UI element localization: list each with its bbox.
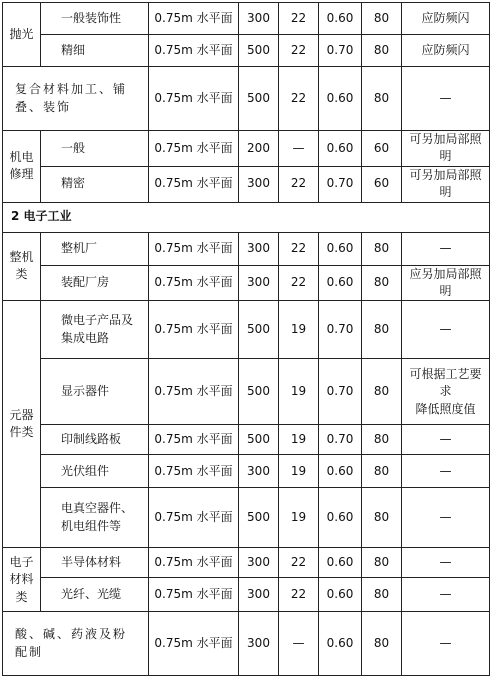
room-name — [41, 301, 149, 359]
ugr-value: 22 — [279, 232, 319, 265]
ugr-value: — — [279, 612, 319, 676]
group-label-line: 机电 — [9, 149, 34, 164]
table-row — [3, 488, 490, 548]
table-row — [3, 35, 490, 67]
ugr-value: 22 — [279, 548, 319, 578]
note: — — [402, 578, 490, 612]
note-line: 降低照度值 — [415, 401, 476, 416]
table-row — [3, 301, 490, 359]
reference-plane: 0.75m 水平面 — [149, 548, 239, 578]
illuminance-value: 500 — [239, 67, 279, 131]
ra-value: 80 — [362, 67, 402, 131]
uniformity-value: 0.60 — [319, 265, 362, 301]
note: — — [402, 455, 490, 488]
room-name: 精密 — [41, 166, 149, 202]
reference-plane: 0.75m 水平面 — [149, 232, 239, 265]
note: — — [402, 232, 490, 265]
room-name — [3, 612, 149, 676]
table-row — [3, 359, 490, 425]
group-label — [3, 131, 41, 203]
room-name: 显示器件 — [41, 359, 149, 425]
note-line: 可根据工艺要求 — [409, 366, 482, 399]
reference-plane: 0.75m 水平面 — [149, 359, 239, 425]
reference-plane: 0.75m 水平面 — [149, 35, 239, 67]
table-row — [3, 578, 490, 612]
reference-plane: 0.75m 水平面 — [149, 131, 239, 167]
table-row — [3, 265, 490, 301]
group-label-line: 类 — [15, 589, 28, 604]
ugr-value: 19 — [279, 301, 319, 359]
table-row — [3, 548, 490, 578]
table-row — [3, 455, 490, 488]
group-label: 抛光 — [3, 3, 41, 67]
room-name: 一般 — [41, 131, 149, 167]
ra-value: 80 — [362, 548, 402, 578]
note — [402, 359, 490, 425]
group-label-line: 修理 — [9, 167, 34, 182]
illuminance-value: 300 — [239, 166, 279, 202]
uniformity-value: 0.60 — [319, 232, 362, 265]
reference-plane: 0.75m 水平面 — [149, 425, 239, 455]
ugr-value: — — [279, 131, 319, 167]
reference-plane: 0.75m 水平面 — [149, 265, 239, 301]
illuminance-value: 500 — [239, 488, 279, 548]
ugr-value: 19 — [279, 425, 319, 455]
reference-plane: 0.75m 水平面 — [149, 166, 239, 202]
ugr-value: 22 — [279, 67, 319, 131]
uniformity-value: 0.60 — [319, 67, 362, 131]
room-name: 一般装饰性 — [41, 3, 149, 35]
table-row — [3, 3, 490, 35]
room-name: 半导体材料 — [41, 548, 149, 578]
illuminance-value: 300 — [239, 232, 279, 265]
ugr-value: 22 — [279, 265, 319, 301]
uniformity-value: 0.60 — [319, 455, 362, 488]
uniformity-value: 0.70 — [319, 166, 362, 202]
ugr-value: 19 — [279, 488, 319, 548]
uniformity-value: 0.60 — [319, 578, 362, 612]
room-name-line: 叠、装饰 — [15, 99, 72, 114]
illuminance-value: 300 — [239, 578, 279, 612]
illuminance-value: 500 — [239, 359, 279, 425]
illuminance-value: 500 — [239, 425, 279, 455]
room-name: 光伏组件 — [41, 455, 149, 488]
ugr-value: 19 — [279, 359, 319, 425]
table-row — [3, 166, 490, 202]
ra-value: 80 — [362, 35, 402, 67]
section-row — [3, 202, 490, 232]
ugr-value: 22 — [279, 35, 319, 67]
uniformity-value: 0.70 — [319, 301, 362, 359]
room-name-line: 电真空器件、 — [61, 501, 134, 516]
room-name-line: 酸、碱、药液及粉 — [15, 627, 128, 642]
note: — — [402, 612, 490, 676]
ra-value: 80 — [362, 612, 402, 676]
room-name-line: 复合材料加工、铺 — [15, 82, 128, 97]
reference-plane: 0.75m 水平面 — [149, 488, 239, 548]
note: — — [402, 425, 490, 455]
ra-value: 80 — [362, 455, 402, 488]
uniformity-value: 0.60 — [319, 548, 362, 578]
illuminance-standard-table — [2, 2, 490, 676]
ra-value: 60 — [362, 166, 402, 202]
note: 可另加局部照明 — [402, 131, 490, 167]
note: — — [402, 548, 490, 578]
note: 应防频闪 — [402, 35, 490, 67]
uniformity-value: 0.60 — [319, 3, 362, 35]
uniformity-value: 0.60 — [319, 131, 362, 167]
ra-value: 80 — [362, 232, 402, 265]
uniformity-value: 0.70 — [319, 359, 362, 425]
room-name — [3, 67, 149, 131]
ra-value: 80 — [362, 301, 402, 359]
table-row — [3, 425, 490, 455]
room-name-line: 集成电路 — [61, 330, 110, 345]
table-row — [3, 131, 490, 167]
ugr-value: 19 — [279, 455, 319, 488]
ra-value: 80 — [362, 265, 402, 301]
ugr-value: 22 — [279, 578, 319, 612]
ra-value: 80 — [362, 488, 402, 548]
table-row — [3, 232, 490, 265]
note: — — [402, 488, 490, 548]
reference-plane: 0.75m 水平面 — [149, 578, 239, 612]
table-row — [3, 612, 490, 676]
note: 应防频闪 — [402, 3, 490, 35]
room-name: 光纤、光缆 — [41, 578, 149, 612]
illuminance-value: 500 — [239, 35, 279, 67]
group-label-line: 元器 — [9, 407, 34, 422]
illuminance-value: 300 — [239, 265, 279, 301]
reference-plane: 0.75m 水平面 — [149, 67, 239, 131]
group-label-line: 类 — [15, 267, 28, 282]
note: — — [402, 301, 490, 359]
note: — — [402, 67, 490, 131]
group-label-line: 整机 — [9, 250, 34, 265]
ra-value: 80 — [362, 578, 402, 612]
reference-plane: 0.75m 水平面 — [149, 455, 239, 488]
illuminance-value: 200 — [239, 131, 279, 167]
ra-value: 80 — [362, 425, 402, 455]
room-name: 整机厂 — [41, 232, 149, 265]
illuminance-value: 300 — [239, 612, 279, 676]
note: 应另加局部照明 — [402, 265, 490, 301]
room-name-line: 配制 — [15, 644, 44, 659]
group-label-line: 材料 — [9, 572, 34, 587]
ra-value: 60 — [362, 131, 402, 167]
group-label — [3, 548, 41, 612]
room-name: 精细 — [41, 35, 149, 67]
illuminance-value: 300 — [239, 548, 279, 578]
reference-plane: 0.75m 水平面 — [149, 3, 239, 35]
reference-plane: 0.75m 水平面 — [149, 612, 239, 676]
group-label — [3, 301, 41, 548]
room-name: 装配厂房 — [41, 265, 149, 301]
illuminance-value: 500 — [239, 301, 279, 359]
illuminance-value: 300 — [239, 3, 279, 35]
ra-value: 80 — [362, 359, 402, 425]
uniformity-value: 0.60 — [319, 612, 362, 676]
table-row — [3, 67, 490, 131]
room-name-line: 机电组件等 — [61, 518, 122, 533]
group-label — [3, 232, 41, 301]
room-name — [41, 488, 149, 548]
room-name-line: 微电子产品及 — [61, 313, 134, 328]
uniformity-value: 0.70 — [319, 35, 362, 67]
illuminance-value: 300 — [239, 455, 279, 488]
note: 可另加局部照明 — [402, 166, 490, 202]
group-label-line: 电子 — [9, 554, 34, 569]
group-label-line: 件类 — [9, 425, 34, 440]
room-name: 印制线路板 — [41, 425, 149, 455]
ugr-value: 22 — [279, 166, 319, 202]
ra-value: 80 — [362, 3, 402, 35]
uniformity-value: 0.60 — [319, 488, 362, 548]
ugr-value: 22 — [279, 3, 319, 35]
reference-plane: 0.75m 水平面 — [149, 301, 239, 359]
uniformity-value: 0.70 — [319, 425, 362, 455]
section-heading: 2 电子工业 — [3, 202, 490, 232]
